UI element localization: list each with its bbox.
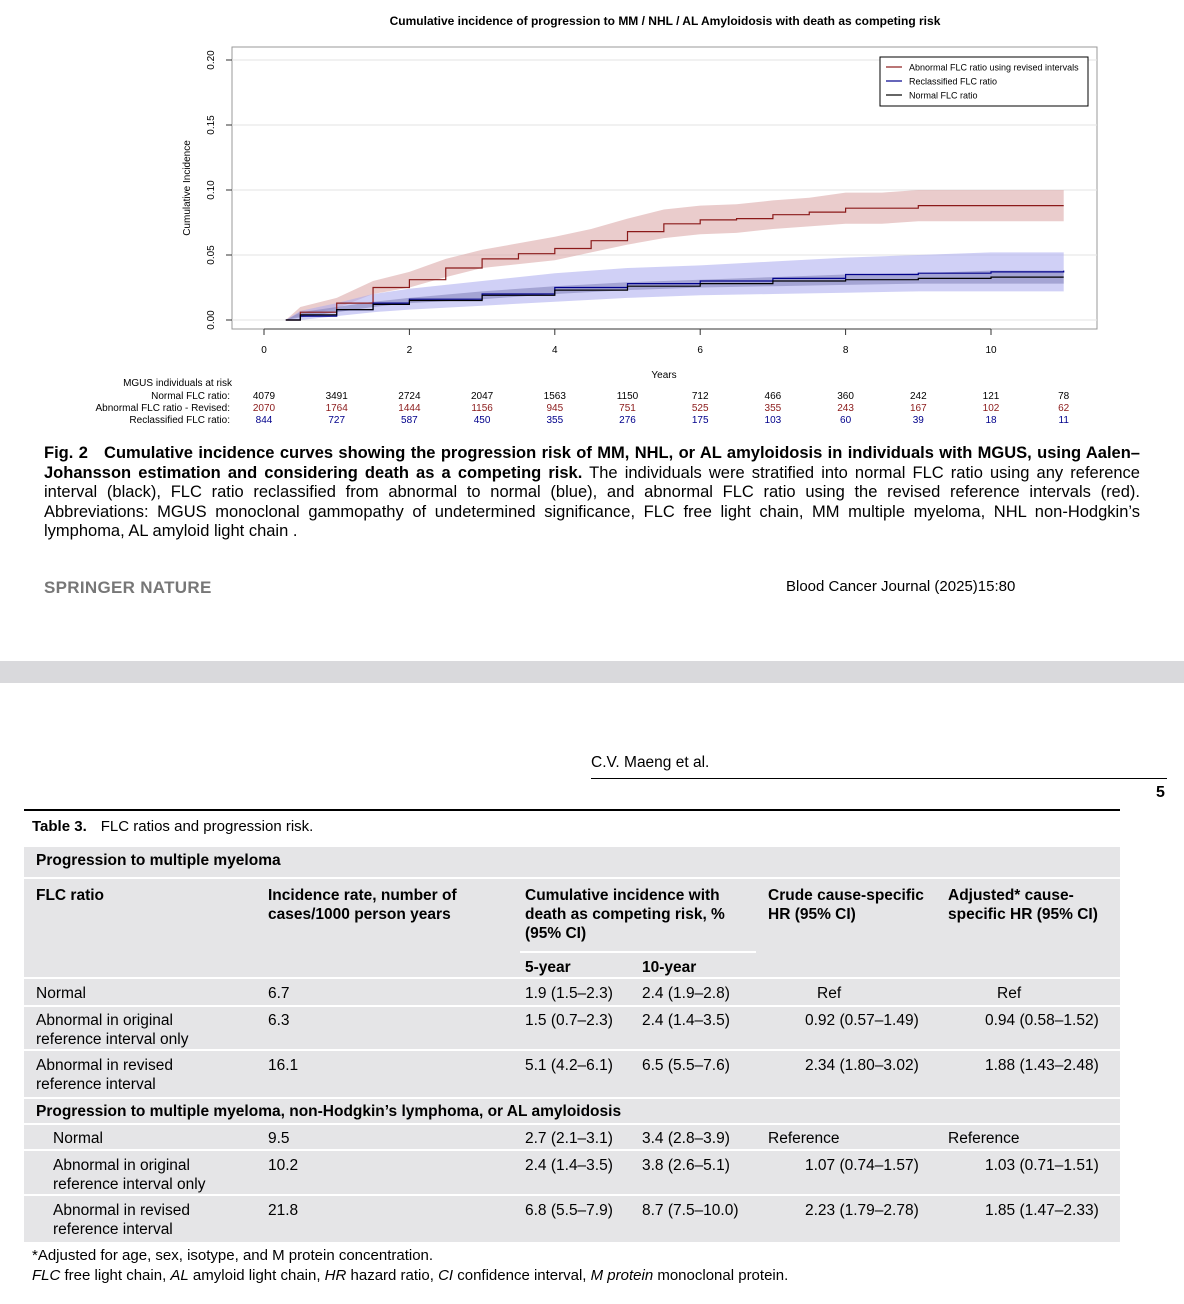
risk-count: 78 (1058, 391, 1070, 402)
risk-count: 276 (619, 415, 636, 426)
row-adjusted-hr: 1.03 (0.71–1.51) (985, 1157, 1099, 1174)
risk-count: 243 (837, 403, 854, 414)
abbreviation-definition: monoclonal protein. (653, 1267, 789, 1284)
risk-count: 2070 (252, 403, 276, 414)
col-header-adjusted-hr: Adjusted* cause-specific HR (95% CI) (948, 887, 1098, 923)
row-flc-ratio: Normal (53, 1130, 103, 1147)
col-header-5-year: 5-year (525, 959, 571, 976)
risk-count: 1444 (398, 403, 421, 414)
row-incidence-rate: 10.2 (268, 1157, 299, 1174)
risk-count: 727 (328, 415, 346, 426)
cumulative-incidence-chart (0, 0, 1184, 440)
risk-count: 242 (909, 391, 927, 402)
risk-count: 1150 (616, 391, 639, 402)
col-header-incidence-rate: Incidence rate, number of cases/1000 person years (268, 887, 457, 923)
row-crude-hr: 0.92 (0.57–1.49) (805, 1012, 919, 1029)
abbreviation-term: M protein (590, 1267, 654, 1284)
risk-count: 175 (691, 415, 709, 426)
risk-count: 39 (912, 415, 924, 426)
legend-label: Abnormal FLC ratio using revised intervals (909, 62, 1079, 73)
row-5-year: 2.7 (2.1–3.1) (525, 1130, 613, 1147)
risk-count: 751 (619, 403, 636, 414)
x-tick-label: 10 (985, 345, 997, 356)
risk-count: 167 (909, 403, 927, 414)
row-crude-hr: 1.07 (0.74–1.57) (805, 1157, 919, 1174)
risk-row-label: Reclassified FLC ratio: (129, 415, 230, 426)
row-flc-ratio: Abnormal in original reference interval only (53, 1157, 206, 1193)
spanner-rule (520, 951, 756, 953)
row-adjusted-hr: 1.85 (1.47–2.33) (985, 1202, 1099, 1219)
risk-count: 844 (255, 415, 273, 426)
row-5-year: 2.4 (1.4–3.5) (525, 1157, 613, 1174)
abbreviation-definition: free light chain, (60, 1267, 171, 1284)
abbreviation-term: FLC (32, 1267, 61, 1284)
figure-caption (44, 444, 1140, 542)
row-incidence-rate: 21.8 (268, 1202, 299, 1219)
risk-count: 2047 (470, 391, 494, 402)
row-incidence-rate: 9.5 (268, 1130, 290, 1147)
x-tick-label: 4 (552, 345, 558, 356)
y-tick-label: 0.15 (206, 115, 217, 135)
row-5-year: 5.1 (4.2–6.1) (525, 1057, 613, 1074)
abbreviation-term: AL (170, 1267, 189, 1284)
row-5-year: 1.9 (1.5–2.3) (525, 985, 613, 1002)
risk-count: 3491 (325, 391, 348, 402)
risk-count: 2724 (398, 391, 421, 402)
risk-count: 18 (985, 415, 997, 426)
risk-count: 450 (473, 415, 491, 426)
publisher-logo: SPRINGER NATURE (44, 578, 212, 597)
section-title: Progression to multiple myeloma, non-Hodgkin’s lymphoma, or AL amyloidosis (36, 1103, 622, 1120)
section-title: Progression to multiple myeloma (36, 852, 281, 869)
col-header-10-year: 10-year (642, 959, 697, 976)
risk-count: 945 (546, 403, 564, 414)
row-flc-ratio: Abnormal in revised reference interval (36, 1057, 173, 1093)
header-rule (591, 778, 1167, 779)
row-flc-ratio: Abnormal in revised reference interval (53, 1202, 190, 1238)
risk-count: 525 (691, 403, 709, 414)
row-crude-hr: Ref (817, 985, 842, 1002)
row-crude-hr: 2.23 (1.79–2.78) (805, 1202, 919, 1219)
risk-count: 1563 (543, 391, 566, 402)
y-tick-label: 0.00 (206, 310, 217, 330)
risk-count: 1764 (325, 403, 348, 414)
row-incidence-rate: 6.7 (268, 985, 290, 1002)
legend-label: Normal FLC ratio (909, 90, 978, 101)
x-tick-label: 6 (697, 345, 703, 356)
abbreviation-definition: amyloid light chain, (188, 1267, 325, 1284)
abbreviation-definition: hazard ratio, (346, 1267, 439, 1284)
abbreviation-term: CI (438, 1267, 454, 1284)
row-flc-ratio: Abnormal in original reference interval only (36, 1012, 189, 1048)
caption-bold-text: Cumulative incidence curves showing the progression risk of MM, NHL, or AL amyloidosis in individuals with MGUS, using Aalen–Johansson estimation and considering death as a competing risk. (44, 444, 1140, 482)
risk-count: 712 (691, 391, 709, 402)
risk-count: 103 (764, 415, 782, 426)
x-axis-label: Years (651, 370, 677, 381)
row-5-year: 1.5 (0.7–2.3) (525, 1012, 613, 1029)
risk-count: 121 (982, 391, 1000, 402)
caption-text: The individuals were stratified into normal FLC ratio using any reference interval (black), FLC ratio reclassified from abnormal to normal (blue), and abnormal FLC ratio using the revised reference intervals (red). Abbreviations: MGUS monoclonal gammopathy of undetermined significance, FLC free light chain, MM multiple myeloma, NHL non-Hodgkin’s lymphoma, AL amyloid light chain . (44, 463, 1140, 540)
risk-count: 4079 (252, 391, 276, 402)
row-crude-hr: 2.34 (1.80–3.02) (805, 1057, 919, 1074)
running-header-authors: C.V. Maeng et al. (591, 754, 710, 771)
row-10-year: 6.5 (5.5–7.6) (642, 1057, 730, 1074)
row-10-year: 3.4 (2.8–3.9) (642, 1130, 730, 1147)
risk-count: 102 (982, 403, 1000, 414)
risk-row-label: Normal FLC ratio: (151, 391, 230, 402)
table-footnote-adjusted: *Adjusted for age, sex, isotype, and M protein concentration. (32, 1247, 434, 1264)
legend (880, 57, 1088, 106)
risk-count: 360 (837, 391, 854, 402)
abbreviation-definition: confidence interval, (453, 1267, 591, 1284)
row-5-year: 6.8 (5.5–7.9) (525, 1202, 613, 1219)
table-label: Table 3. (32, 818, 87, 835)
row-adjusted-hr: Reference (948, 1130, 1020, 1147)
risk-count: 1156 (471, 403, 493, 414)
y-axis-label: Cumulative Incidence (182, 140, 193, 236)
table-title (32, 818, 313, 835)
col-header-flc-ratio: FLC ratio (36, 887, 105, 904)
y-tick-label: 0.05 (206, 245, 217, 265)
col-header-crude-hr: Crude cause-specific HR (95% CI) (768, 887, 924, 923)
table-top-rule (24, 809, 1120, 811)
row-10-year: 8.7 (7.5–10.0) (642, 1202, 739, 1219)
journal-citation: Blood Cancer Journal (2025)15:80 (786, 578, 1016, 595)
page-number: 5 (1156, 784, 1165, 801)
risk-count: 11 (1058, 415, 1069, 426)
row-incidence-rate: 6.3 (268, 1012, 290, 1029)
risk-table-header: MGUS individuals at risk (123, 378, 232, 389)
row-crude-hr: Reference (768, 1130, 840, 1147)
row-flc-ratio: Normal (36, 985, 86, 1002)
risk-count: 466 (764, 391, 782, 402)
x-tick-label: 8 (842, 345, 849, 356)
abbreviation-term: HR (324, 1267, 347, 1284)
risk-count: 587 (401, 415, 418, 426)
row-10-year: 2.4 (1.4–3.5) (642, 1012, 730, 1029)
page-separator (0, 661, 1184, 683)
row-adjusted-hr: Ref (997, 985, 1022, 1002)
row-adjusted-hr: 1.88 (1.43–2.48) (985, 1057, 1099, 1074)
row-adjusted-hr: 0.94 (0.58–1.52) (985, 1012, 1099, 1029)
x-tick-label: 0 (261, 345, 267, 356)
col-header-cumulative-incidence: Cumulative incidence with death as competing risk, % (95% CI) (525, 887, 725, 942)
legend-label: Reclassified FLC ratio (909, 76, 998, 87)
table-footnote-abbreviations (32, 1267, 788, 1284)
row-incidence-rate: 16.1 (268, 1057, 299, 1074)
risk-count: 60 (840, 415, 852, 426)
x-tick-label: 2 (406, 345, 413, 356)
risk-row-label: Abnormal FLC ratio - Revised: (95, 403, 230, 414)
y-tick-label: 0.10 (206, 180, 217, 200)
risk-count: 62 (1058, 403, 1070, 414)
caption-label: Fig. 2 (44, 444, 88, 462)
table-title-text: FLC ratios and progression risk. (100, 818, 314, 835)
y-tick-label: 0.20 (206, 50, 217, 70)
risk-count: 355 (764, 403, 782, 414)
row-10-year: 2.4 (1.9–2.8) (642, 985, 730, 1002)
chart-title: Cumulative incidence of progression to MM / NHL / AL Amyloidosis with death as competing risk (389, 14, 941, 28)
row-10-year: 3.8 (2.6–5.1) (642, 1157, 730, 1174)
risk-count: 355 (546, 415, 564, 426)
